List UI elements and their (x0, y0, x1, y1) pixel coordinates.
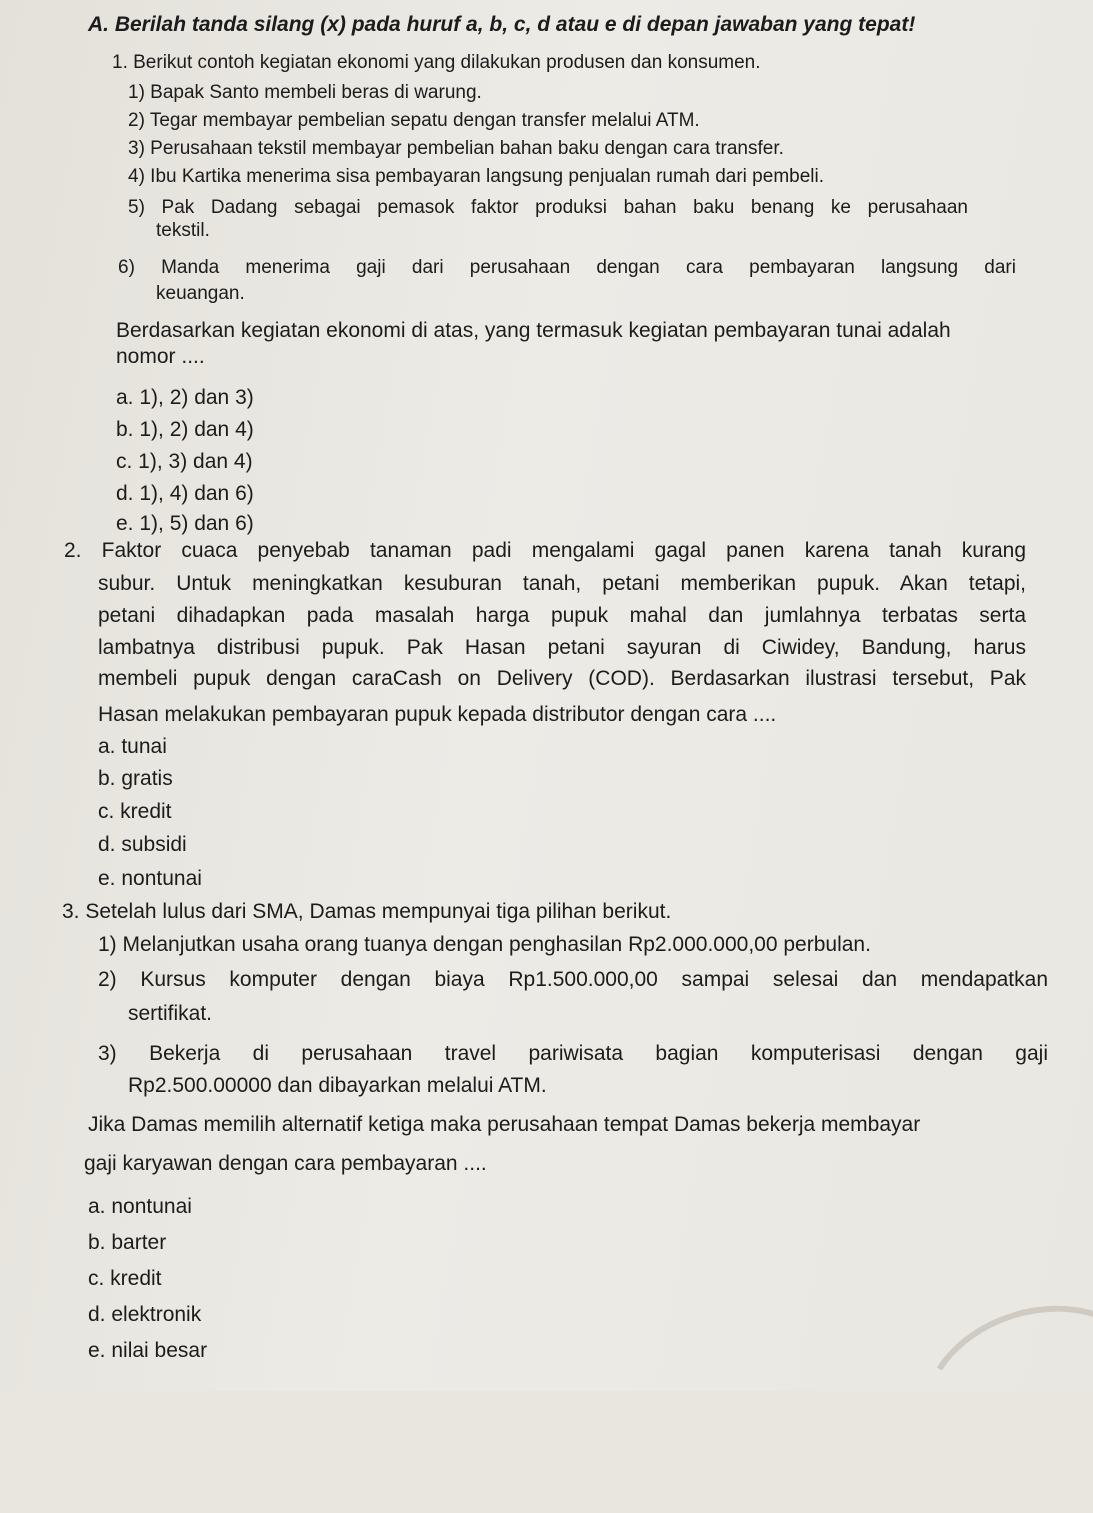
q2-option-c[interactable]: c. kredit (98, 800, 172, 823)
q3-item-1: 1) Melanjutkan usaha orang tuanya dengan penghasilan Rp2.000.000,00 perbulan. (98, 933, 871, 956)
q1-question-cont: nomor .... (116, 345, 205, 368)
q3-stem: 3. Setelah lulus dari SMA, Damas mempunyai tiga pilihan berikut. (62, 900, 672, 923)
q3-option-e[interactable]: e. nilai besar (88, 1339, 208, 1362)
q1-item-6-cont: keuangan. (156, 283, 245, 304)
q1-option-a[interactable]: a. 1), 2) dan 3) (116, 386, 254, 409)
q2-line-6: Hasan melakukan pembayaran pupuk kepada distributor dengan cara .... (98, 703, 777, 726)
q3-question: Jika Damas memilih alternatif ketiga maka perusahaan tempat Damas bekerja membayar (88, 1113, 921, 1136)
q3-option-d[interactable]: d. elektronik (88, 1303, 202, 1326)
q3-item-3-cont: Rp2.500.00000 dan dibayarkan melalui ATM. (128, 1074, 547, 1097)
q1-item-5: 5) Pak Dadang sebagai pemasok faktor produksi bahan baku benang ke perusahaan (128, 197, 968, 218)
q3-item-3: 3) Bekerja di perusahaan travel pariwisata bagian komputerisasi dengan gaji (98, 1042, 1048, 1065)
q3-question-cont: gaji karyawan dengan cara pembayaran .... (84, 1152, 487, 1175)
q3-item-2-cont: sertifikat. (128, 1002, 213, 1025)
q1-item-1: 1) Bapak Santo membeli beras di warung. (128, 82, 482, 103)
q2-line-2: subur. Untuk meningkatkan kesuburan tanah, petani memberikan pupuk. Akan tetapi, (98, 572, 1026, 595)
q1-option-c[interactable]: c. 1), 3) dan 4) (116, 450, 253, 473)
q3-option-c[interactable]: c. kredit (88, 1267, 162, 1290)
q1-item-5-cont: tekstil. (156, 220, 210, 241)
q1-item-4: 4) Ibu Kartika menerima sisa pembayaran langsung penjualan rumah dari pembeli. (128, 166, 824, 187)
q1-item-3: 3) Perusahaan tekstil membayar pembelian bahan baku dengan cara transfer. (128, 138, 784, 159)
q1-option-b[interactable]: b. 1), 2) dan 4) (116, 418, 254, 441)
q3-option-a[interactable]: a. nontunai (88, 1195, 192, 1218)
q1-option-d[interactable]: d. 1), 4) dan 6) (116, 482, 254, 505)
q3-option-b[interactable]: b. barter (88, 1231, 167, 1254)
q2-line-4: lambatnya distribusi pupuk. Pak Hasan petani sayuran di Ciwidey, Bandung, harus (98, 636, 1026, 659)
q2-line-5: membeli pupuk dengan caraCash on Delivery (COD). Berdasarkan ilustrasi tersebut, Pak (98, 667, 1026, 690)
q1-option-e[interactable]: e. 1), 5) dan 6) (116, 512, 254, 535)
q2-option-e[interactable]: e. nontunai (98, 867, 202, 890)
q2-option-a[interactable]: a. tunai (98, 735, 167, 758)
q1-item-6: 6) Manda menerima gaji dari perusahaan dengan cara pembayaran langsung dari (118, 257, 1016, 278)
section-heading: A. Berilah tanda silang (x) pada huruf a, b, c, d atau e di depan jawaban yang tepat! (88, 13, 916, 36)
q1-item-2: 2) Tegar membayar pembelian sepatu dengan transfer melalui ATM. (128, 110, 700, 131)
q2-line-3: petani dihadapkan pada masalah harga pupuk mahal dan jumlahnya terbatas serta (98, 604, 1026, 627)
q1-stem: 1. Berikut contoh kegiatan ekonomi yang dilakukan produsen dan konsumen. (112, 52, 761, 73)
q2-line-1: 2. Faktor cuaca penyebab tanaman padi mengalami gagal panen karena tanah kurang (64, 539, 1026, 562)
q3-item-2: 2) Kursus komputer dengan biaya Rp1.500.000,00 sampai selesai dan mendapatkan (98, 968, 1048, 991)
page-curl (900, 1277, 1093, 1512)
q1-question: Berdasarkan kegiatan ekonomi di atas, yang termasuk kegiatan pembayaran tunai adalah (116, 319, 951, 342)
q2-option-d[interactable]: d. subsidi (98, 833, 187, 856)
q2-option-b[interactable]: b. gratis (98, 767, 173, 790)
